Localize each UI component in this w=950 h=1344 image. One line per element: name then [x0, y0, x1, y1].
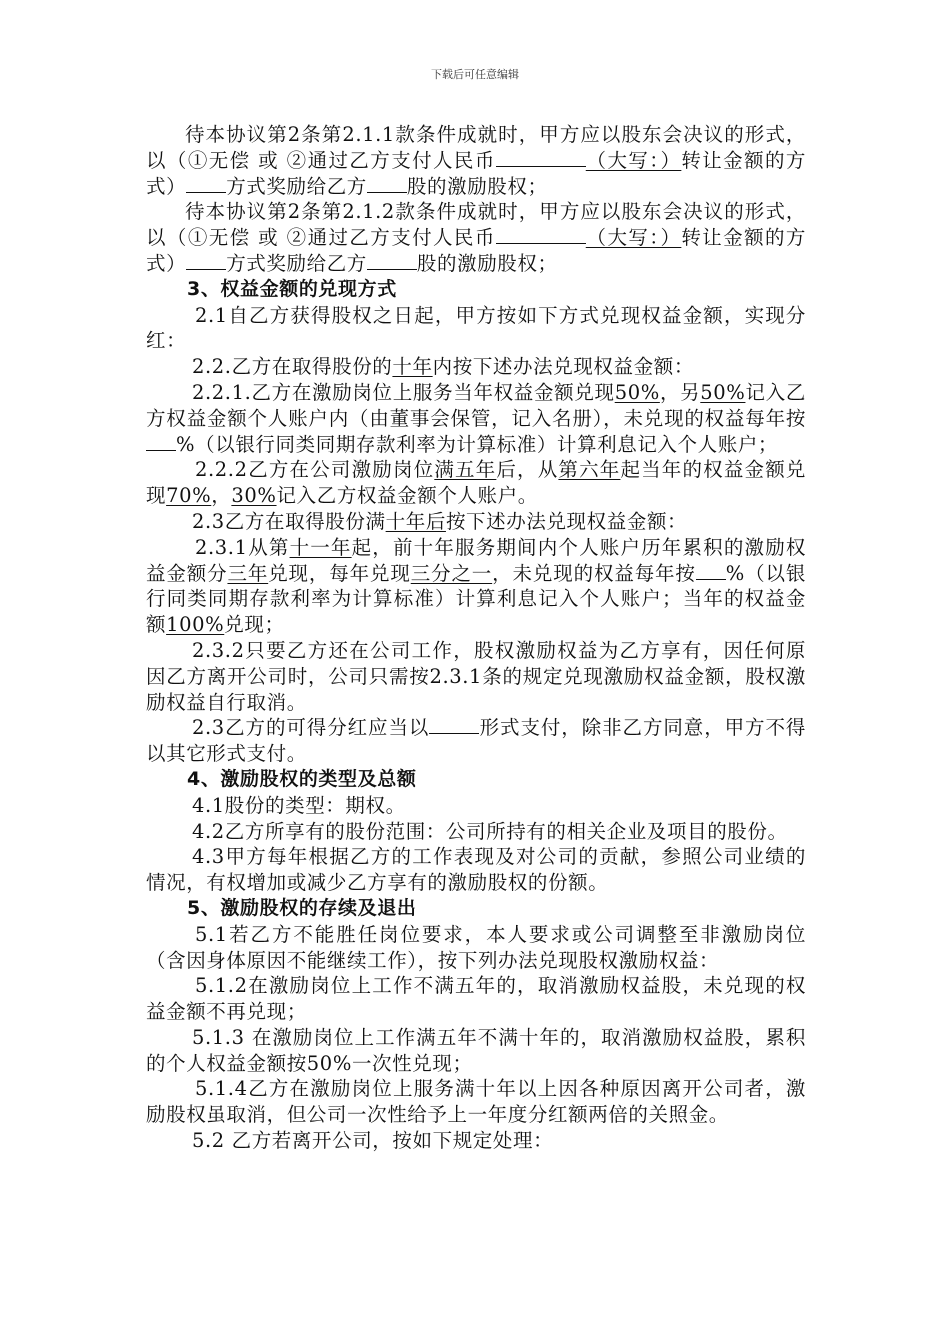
- section-heading-5: 5、激励股权的存续及退出: [187, 896, 417, 919]
- method-blank: [186, 251, 226, 270]
- paragraph-2-2: 2.2.乙方在取得股份的十年内按下述办法兑现权益金额：: [192, 355, 694, 379]
- share-count-blank: [367, 251, 417, 270]
- amount-blank: [496, 225, 586, 244]
- capital-amount-blank: （大写：）: [585, 226, 682, 250]
- paragraph-2-2-1: 2.2.1.乙方在激励岗位上服务当年权益金额兑现50%，另50%记入乙方权益金额个人账户内（由董事会保管，记入名册），未兑现的权益每年按%（以银行同类同期存款利率为计算标准）计算利息记入个人账户；: [146, 380, 806, 456]
- page-header: 下载后可任意编辑: [431, 68, 519, 81]
- section-heading-4: 4、激励股权的类型及总额: [187, 767, 417, 790]
- interest-rate-blank: [146, 432, 176, 451]
- method-blank: [186, 174, 226, 193]
- paragraph-2-1: 2.1自乙方获得股权之日起，甲方按如下方式兑现权益金额，实现分红：: [146, 303, 806, 353]
- paragraph-5-1: 5.1若乙方不能胜任岗位要求，本人要求或公司调整至非激励岗位（含因身体原因不能继续工作），按下列办法兑现股权激励权益：: [146, 922, 806, 972]
- payment-form-blank: [429, 715, 479, 734]
- paragraph-5-1-3: 5.1.3 在激励岗位上工作满五年不满十年的，取消激励权益股，累积的个人权益金额按50%一次性兑现；: [146, 1025, 806, 1075]
- interest-rate-blank: [696, 561, 726, 580]
- paragraph-clause-2-1-1: 待本协议第2条第2.1.1款条件成就时，甲方应以股东会决议的形式，以（①无偿 或 ②通过乙方支付人民币 （大写：）转让金额的方式） 方式奖励给乙方 股的激励股权；: [146, 123, 806, 198]
- paragraph-2-3-2: 2.3.2只要乙方还在公司工作，股权激励权益为乙方享有，因任何原因乙方离开公司时，公司只需按2.3.1条的规定兑现激励权益金额，股权激励权益自行取消。: [146, 638, 806, 714]
- paragraph-2-3-dividend: 2.3乙方的可得分红应当以 形式支付，除非乙方同意，甲方不得以其它形式支付。: [146, 716, 806, 766]
- paragraph-4-3: 4.3甲方每年根据乙方的工作表现及对公司的贡献，参照公司业绩的情况，有权增加或减少乙方享有的激励股权的份额。: [146, 845, 806, 895]
- paragraph-4-2: 4.2乙方所享有的股份范围：公司所持有的相关企业及项目的股份。: [192, 819, 788, 843]
- amount-blank: [496, 148, 586, 167]
- paragraph-clause-2-1-2: 待本协议第2条第2.1.2款条件成就时，甲方应以股东会决议的形式，以（①无偿 或 ②通过乙方支付人民币 （大写：）转让金额的方式） 方式奖励给乙方 股的激励股权；: [146, 200, 806, 275]
- paragraph-2-2-2: 2.2.2乙方在公司激励岗位满五年后，从第六年起当年的权益金额兑现70%，30%记入乙方权益金额个人账户。: [146, 458, 806, 508]
- paragraph-5-1-2: 5.1.2在激励岗位上工作不满五年的，取消激励权益股，未兑现的权益金额不再兑现；: [146, 974, 806, 1024]
- paragraph-2-3: 2.3乙方在取得股份满十年后按下述办法兑现权益金额：: [192, 509, 688, 533]
- capital-amount-blank: （大写：）: [585, 148, 682, 172]
- paragraph-2-3-1: 2.3.1从第十一年起，前十年服务期间内个人账户历年累积的激励权益金额分三年兑现，每年兑现三分之一，未兑现的权益每年按 %（以银行同类同期存款利率为计算标准）计算利息记入个人账户；当年的权益金额100%兑现；: [146, 535, 806, 637]
- section-heading-3: 3、权益金额的兑现方式: [187, 277, 397, 300]
- paragraph-5-2: 5.2 乙方若离开公司，按如下规定处理：: [192, 1129, 554, 1153]
- paragraph-4-1: 4.1股份的类型：期权。: [192, 793, 406, 817]
- paragraph-5-1-4: 5.1.4乙方在激励岗位上服务满十年以上因各种原因离开公司者，激励股权虽取消，但公司一次性给予上一年度分红额两倍的关照金。: [146, 1077, 806, 1127]
- document-body: [146, 122, 806, 1154]
- share-count-blank: [367, 174, 407, 193]
